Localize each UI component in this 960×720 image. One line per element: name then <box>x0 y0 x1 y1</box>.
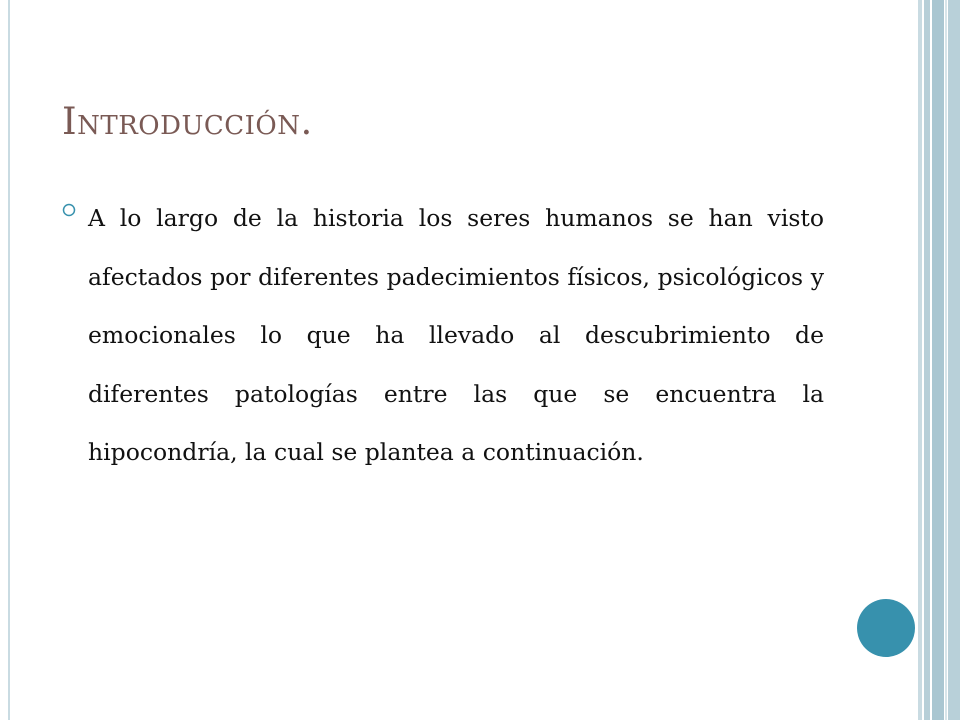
right-stripe <box>945 0 947 720</box>
left-border <box>8 0 10 720</box>
bullet-text: A lo largo de la historia los seres humanos se han visto afectados por diferentes padecimientos físicos, psicológicos y emocionales lo que ha llevado al descubrimiento de diferentes patologías entre las que se encuentra la hipocondría, la cual se plantea a continuación. <box>88 204 824 466</box>
right-stripe <box>918 0 922 720</box>
right-stripe <box>932 0 944 720</box>
bullet-item <box>62 189 824 482</box>
slide-title: Introducción. <box>62 100 313 143</box>
right-stripe <box>924 0 930 720</box>
circle-bullet-icon <box>62 203 76 217</box>
bullet-list <box>62 189 824 482</box>
circle-decoration-icon <box>857 599 915 657</box>
right-stripe <box>948 0 960 720</box>
